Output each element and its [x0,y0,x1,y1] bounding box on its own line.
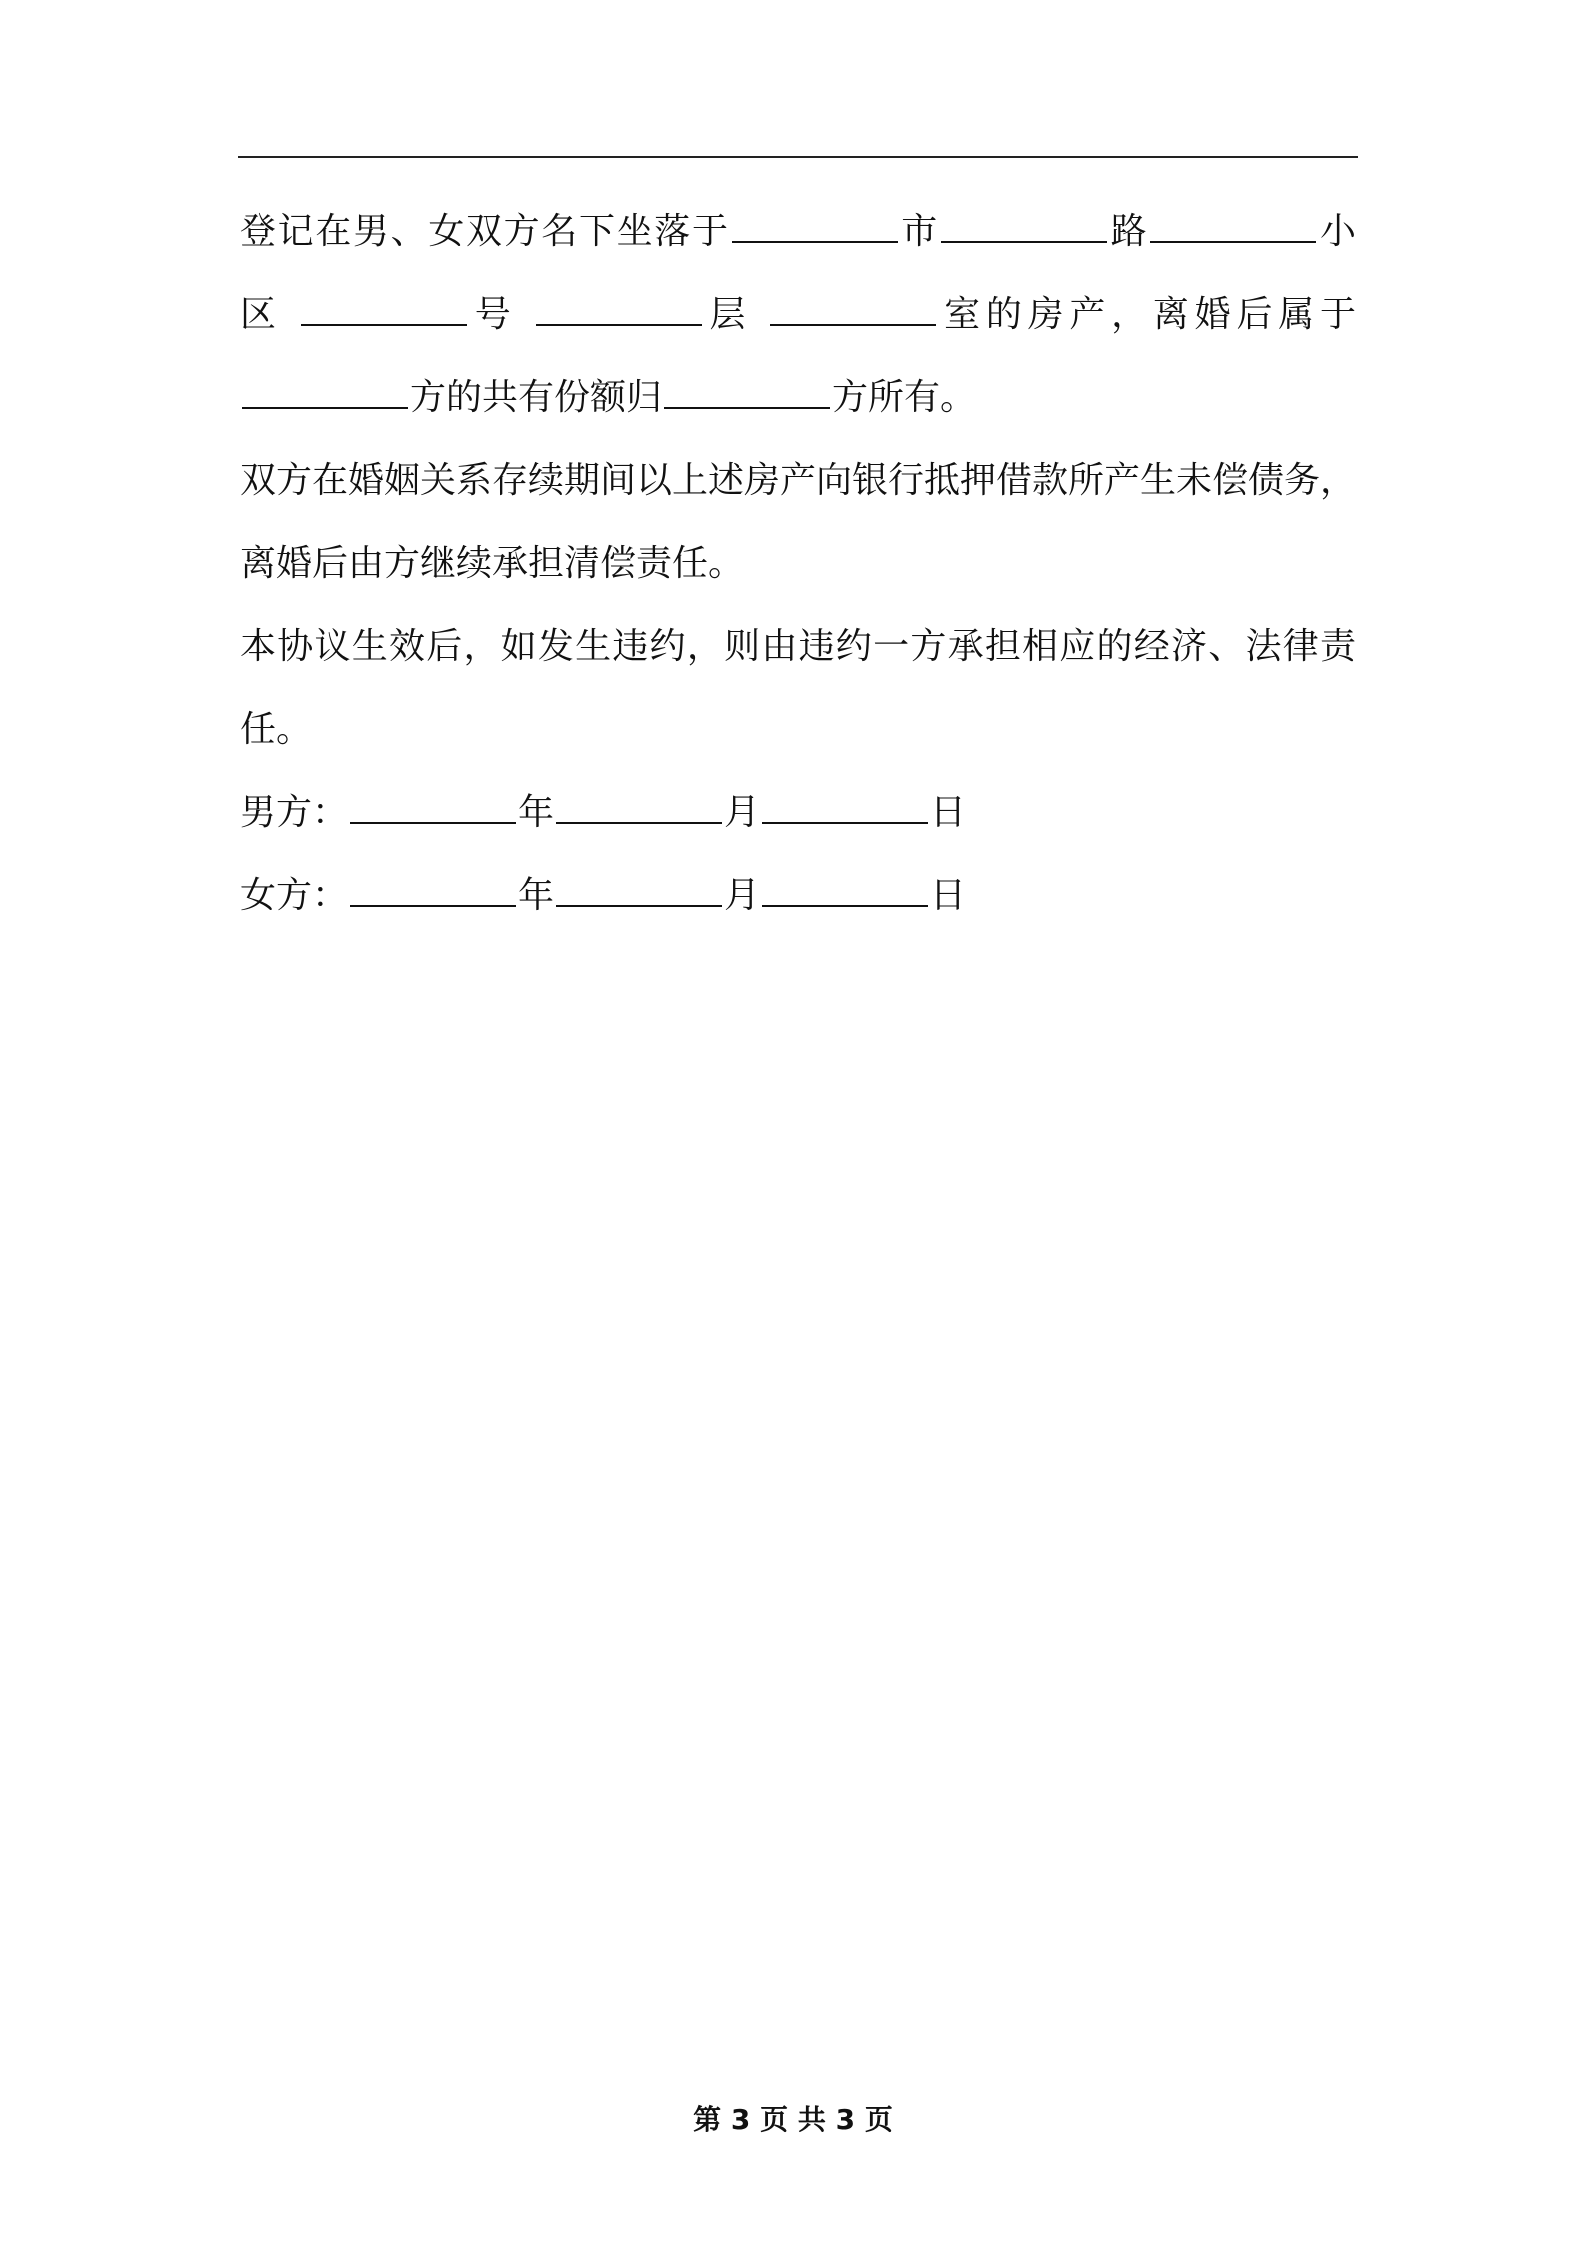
document-body [240,190,1356,937]
female-signature-line [240,854,1356,937]
male-day-blank [762,820,928,824]
female-month-blank [556,903,722,907]
city-blank [732,239,898,243]
male-month-blank [556,820,722,824]
property-clause-text-4: 小区 [240,211,1356,335]
property-clause [240,190,1356,439]
property-clause-text-8: 方的共有份额归 [410,377,663,418]
property-clause-text-5: 号 [468,294,517,335]
property-clause-text-3: 路 [1108,211,1149,252]
recipient-party-blank [664,405,830,409]
floor-blank [536,322,702,326]
male-label: 男方： [240,792,349,833]
property-clause-text-2: 市 [899,211,939,252]
building-number-blank [301,322,467,326]
male-day-label: 日 [930,792,967,833]
room-blank [770,322,936,326]
community-blank [1150,239,1316,243]
property-clause-text-9: 方所有。 [832,377,977,418]
owner-party-blank [242,405,408,409]
debt-clause: 双方在婚姻关系存续期间以上述房产向银行抵押借款所产生未偿债务，离婚后由方继续承担清偿责任。 [240,460,1357,584]
road-blank [941,239,1107,243]
male-signature-line [240,771,1356,854]
property-clause-text-1: 登记在男、女双方名下坐落于 [240,211,730,252]
male-month-label: 月 [724,792,761,833]
header-rule [238,156,1358,158]
female-day-label: 日 [930,875,967,916]
breach-clause: 本协议生效后，如发生违约，则由违约一方承担相应的经济、法律责任。 [240,626,1356,750]
female-year-label: 年 [518,875,555,916]
female-year-blank [350,903,516,907]
page-number-footer: 第 3 页 共 3 页 [693,2103,893,2136]
female-month-label: 月 [724,875,761,916]
male-year-label: 年 [518,792,555,833]
female-label: 女方： [240,875,349,916]
property-clause-text-6: 层 [703,294,752,335]
male-year-blank [350,820,516,824]
female-day-blank [762,903,928,907]
property-clause-text-7: 室的房产，离婚后属于 [938,294,1356,335]
